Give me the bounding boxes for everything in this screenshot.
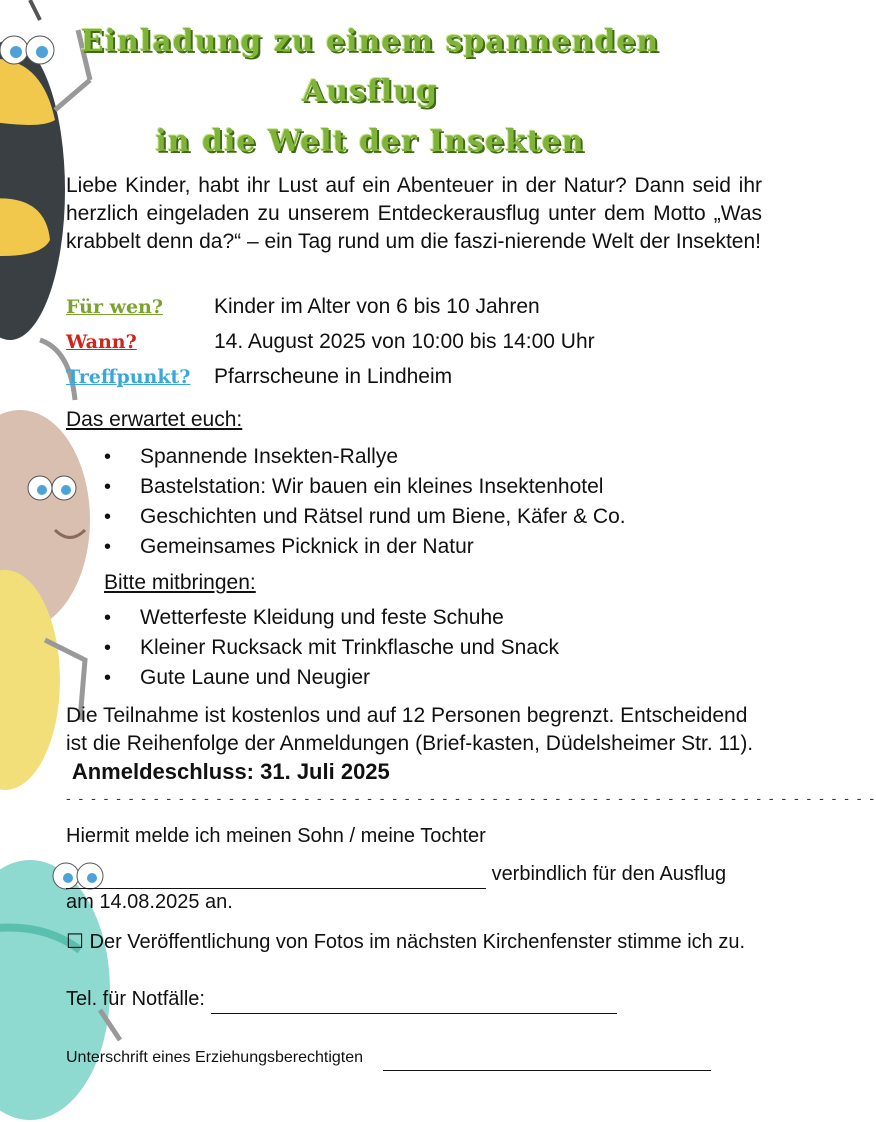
detail-label: Treffpunkt?	[66, 366, 191, 388]
expect-list	[104, 442, 626, 562]
title-line-3: in die Welt der Insekten	[155, 124, 585, 159]
deadline: Anmeldeschluss: 31. Juli 2025	[71, 759, 390, 784]
detail-for-whom	[66, 292, 540, 322]
detail-when	[66, 327, 595, 357]
detail-meeting-point	[66, 362, 452, 392]
list-item: • Gute Laune und Neugier	[104, 663, 559, 693]
detail-value: Pfarrscheune in Lindheim	[214, 365, 453, 388]
phone-label: Tel. für Notfälle:	[66, 988, 205, 1010]
intro-paragraph: Liebe Kinder, habt ihr Lust auf ein Abenteuer in der Natur? Dann seid ihr herzlich eingeladen zu unserem Entdeckerausflug unter dem Motto „Was krabbelt denn da?“ – ein Tag rund um die faszi-nierende Welt der Insekten!	[66, 174, 762, 253]
participation-text: Die Teilnahme ist kostenlos und auf 12 Personen begrenzt. Entscheidend ist die Reihenfolge der Anmeldungen (Brief-kasten, Düdelsheimer Str. 11).	[66, 704, 754, 755]
bring-list	[104, 603, 559, 693]
photo-consent-text: Der Veröffentlichung von Fotos im nächsten Kirchenfenster stimme ich zu.	[89, 931, 745, 953]
photo-consent	[66, 928, 762, 956]
signature-label: Unterschrift eines Erziehungsberechtigten	[66, 1049, 364, 1066]
photo-consent-checkbox[interactable]: ☐	[66, 931, 84, 953]
detail-label: Wann?	[66, 331, 137, 353]
phone-field[interactable]	[211, 985, 617, 1014]
list-item: • Wetterfeste Kleidung und feste Schuhe	[104, 603, 559, 633]
enroll-text: Hiermit melde ich meinen Sohn / meine Tochter	[66, 825, 486, 847]
binding-text: verbindlich für den Ausflug	[491, 863, 727, 885]
detail-value: Kinder im Alter von 6 bis 10 Jahren	[214, 295, 540, 318]
detail-label: Für wen?	[66, 296, 163, 318]
title-line-2: Ausflug	[301, 74, 439, 109]
child-name-field[interactable]	[66, 860, 486, 889]
enroll-line-row	[66, 860, 762, 889]
signature-field[interactable]	[383, 1042, 711, 1071]
list-item: • Geschichten und Rätsel rund um Biene, Käfer & Co.	[104, 502, 626, 532]
expect-heading: Das erwartet euch:	[66, 408, 243, 431]
list-item: • Spannende Insekten-Rallye	[104, 442, 626, 472]
list-item: • Gemeinsames Picknick in der Natur	[104, 532, 626, 562]
participation-info	[66, 702, 762, 787]
cut-line: - - - - - - - - - - - - - - - - - - - - - - - - - - - - - - - - - - - - - - - - - - - - - - - - - - - - - - - - - - - - - - - - -	[66, 790, 876, 806]
title-line-1: Einladung zu einem spannenden	[80, 24, 660, 59]
trip-date: am 14.08.2025 an.	[66, 891, 233, 913]
signature-row	[66, 1042, 762, 1072]
phone-row	[66, 985, 762, 1014]
list-item: • Bastelstation: Wir bauen ein kleines Insektenhotel	[104, 472, 626, 502]
detail-value: 14. August 2025 von 10:00 bis 14:00 Uhr	[214, 330, 595, 353]
list-item: • Kleiner Rucksack mit Trinkflasche und Snack	[104, 633, 559, 663]
bring-heading: Bitte mitbringen:	[104, 571, 256, 594]
